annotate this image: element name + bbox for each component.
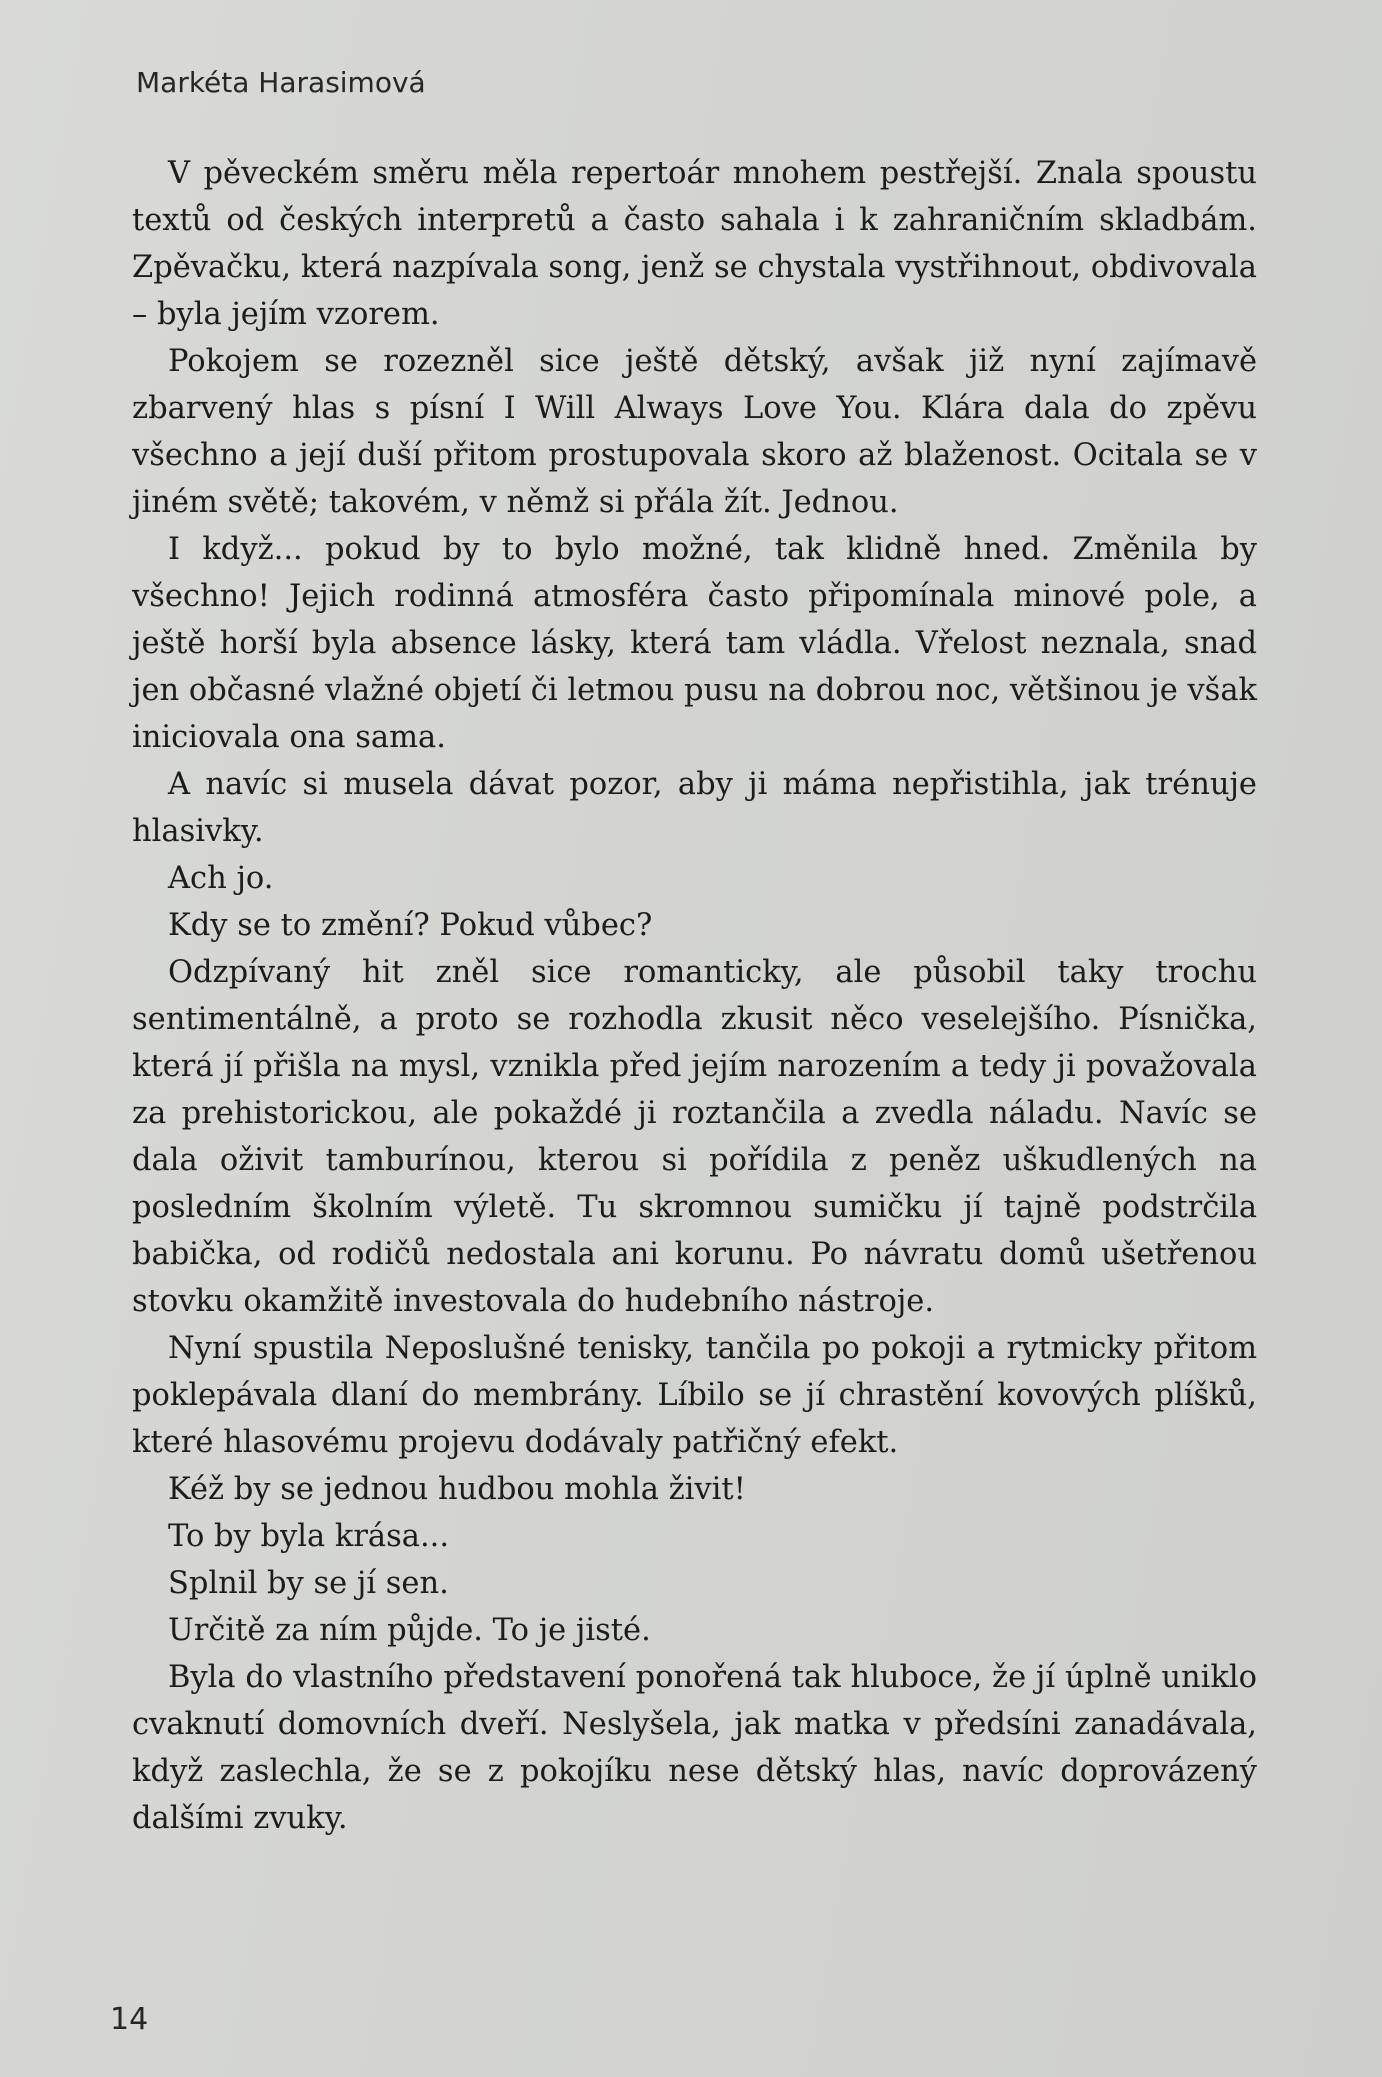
paragraph: V pěveckém směru měla repertoár mnohem pestřejší. Znala spoustu textů od českých interpretů a často sahala i k zahraničním skladbám. Zpěvačku, která nazpívala song, jenž se chystala vystřihnout, obdivovala – byla jejím vzorem.: [132, 156, 1257, 332]
paragraph: Kéž by se jednou hudbou mohla živit!: [168, 1472, 746, 1507]
paragraph: I když... pokud by to bylo možné, tak klidně hned. Změnila by všechno! Jejich rodinná atmosféra často připomínala minové pole, a ještě horší byla absence lásky, která tam vládla. Vřelost neznala, snad jen občasné vlažné objetí či letmou pusu na dobrou noc, většinou je však iniciovala ona sama.: [132, 532, 1257, 755]
running-head-author: Markéta Harasimová: [136, 66, 426, 99]
paragraph: Odzpívaný hit zněl sice romanticky, ale působil taky trochu sentimentálně, a proto se rozhodla zkusit něco veselejšího. Písnička, která jí přišla na mysl, vznikla před jejím narozením a tedy ji považovala za prehistorickou, ale pokaždé ji roztančila a zvedla náladu. Navíc se dala oživit tamburínou, kterou si pořídila z peněz uškudlených na posledním školním výletě. Tu skromnou sumičku jí tajně podstrčila babička, od rodičů nedostala ani korunu. Po návratu domů ušetřenou stovku okamžitě investovala do hudebního nástroje.: [132, 955, 1257, 1319]
paragraph: Pokojem se rozezněl sice ještě dětský, avšak již nyní zajímavě zbarvený hlas s písní I Will Always Love You. Klára dala do zpěvu všechno a její duší přitom prostupovala skoro až blaženost. Ocitala se v jiném světě; takovém, v němž si přála žít. Jednou.: [132, 344, 1257, 520]
page-number: 14: [110, 2002, 149, 2037]
paragraph: Nyní spustila Neposlušné tenisky, tančila po pokoji a rytmicky přitom poklepávala dlaní do membrány. Líbilo se jí chrastění kovových plíšků, které hlasovému projevu dodávaly patřičný efekt.: [132, 1331, 1257, 1460]
paragraph: To by byla krása...: [168, 1519, 450, 1554]
paragraph: Kdy se to změní? Pokud vůbec?: [168, 908, 653, 943]
paragraph: Byla do vlastního představení ponořená tak hluboce, že jí úplně uniklo cvaknutí domovních dveří. Neslyšela, jak matka v předsíni zanadávala, když zaslechla, že se z pokojíku nese dětský hlas, navíc doprovázený dalšími zvuky.: [132, 1660, 1257, 1836]
paragraph: Určitě za ním půjde. To je jisté.: [168, 1613, 651, 1648]
paragraph: Ach jo.: [168, 861, 274, 896]
paragraph: A navíc si musela dávat pozor, aby ji máma nepřistihla, jak trénuje hlasivky.: [132, 767, 1257, 849]
paragraph: Splnil by se jí sen.: [168, 1566, 449, 1601]
body-text: [132, 150, 1257, 1842]
